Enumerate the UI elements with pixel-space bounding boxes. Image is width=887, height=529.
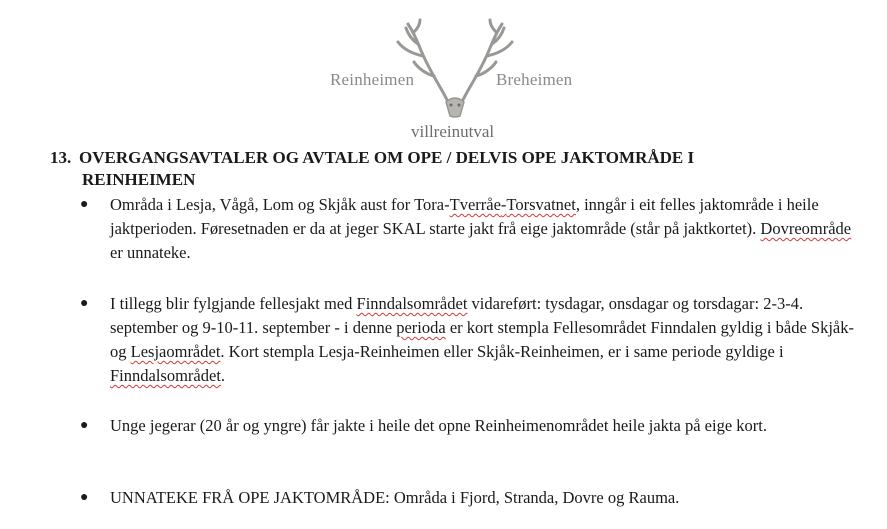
list-item [80, 292, 855, 388]
bullet-icon: ● [80, 418, 89, 433]
logo-text-breheimen: Breheimen [496, 70, 573, 89]
bullet-icon: ● [80, 490, 89, 505]
heading-line-2: REINHEIMEN [82, 170, 196, 189]
bullet-icon: ● [80, 197, 89, 212]
heading-number: 13. [50, 148, 72, 167]
logo [330, 18, 580, 148]
list-item-text: I tillegg blir fylgjande fellesjakt med Finndalsområdet vidareført: tysdagar, onsdagar og torsdagar: 2-3-4. september og 9-10-11. september - i denne perioda er kort stempla Fellesområdet Finndalen gyldig i både Skjåk- og Lesjaområdet. Kort stempla Lesja-Reinheimen eller Skjåk-Reinheimen, er i same periode gyldige i Finndalsområdet. [110, 294, 854, 385]
logo-subtitle: villreinutval [411, 122, 495, 141]
list-item-text: UNNATEKE FRÅ OPE JAKTOMRÅDE: Områda i Fjord, Stranda, Dovre og Rauma. [110, 488, 680, 507]
list-item [80, 193, 855, 265]
list-item-text: Unge jegerar (20 år og yngre) får jakte i heile det opne Reinheimenområdet heile jakta på eige kort. [110, 416, 767, 435]
list-item [80, 486, 855, 510]
list-item [80, 414, 855, 438]
bullet-icon: ● [80, 296, 89, 311]
heading-line-1: OVERGANGSAVTALER OG AVTALE OM OPE / DELVIS OPE JAKTOMRÅDE I [79, 148, 695, 167]
section-heading [50, 147, 830, 191]
list-item-text: Områda i Lesja, Vågå, Lom og Skjåk aust for Tora-Tverråe-Torsvatnet, inngår i eit felles jaktområde i heile jaktperioden. Føresetnaden er da at jeger SKAL starte jakt frå eige jaktområde (står på jaktkortet). Dovreområde er unnateke. [110, 195, 852, 262]
logo-text-reinheimen: Reinheimen [330, 70, 415, 89]
reindeer-antler-icon [390, 18, 520, 118]
